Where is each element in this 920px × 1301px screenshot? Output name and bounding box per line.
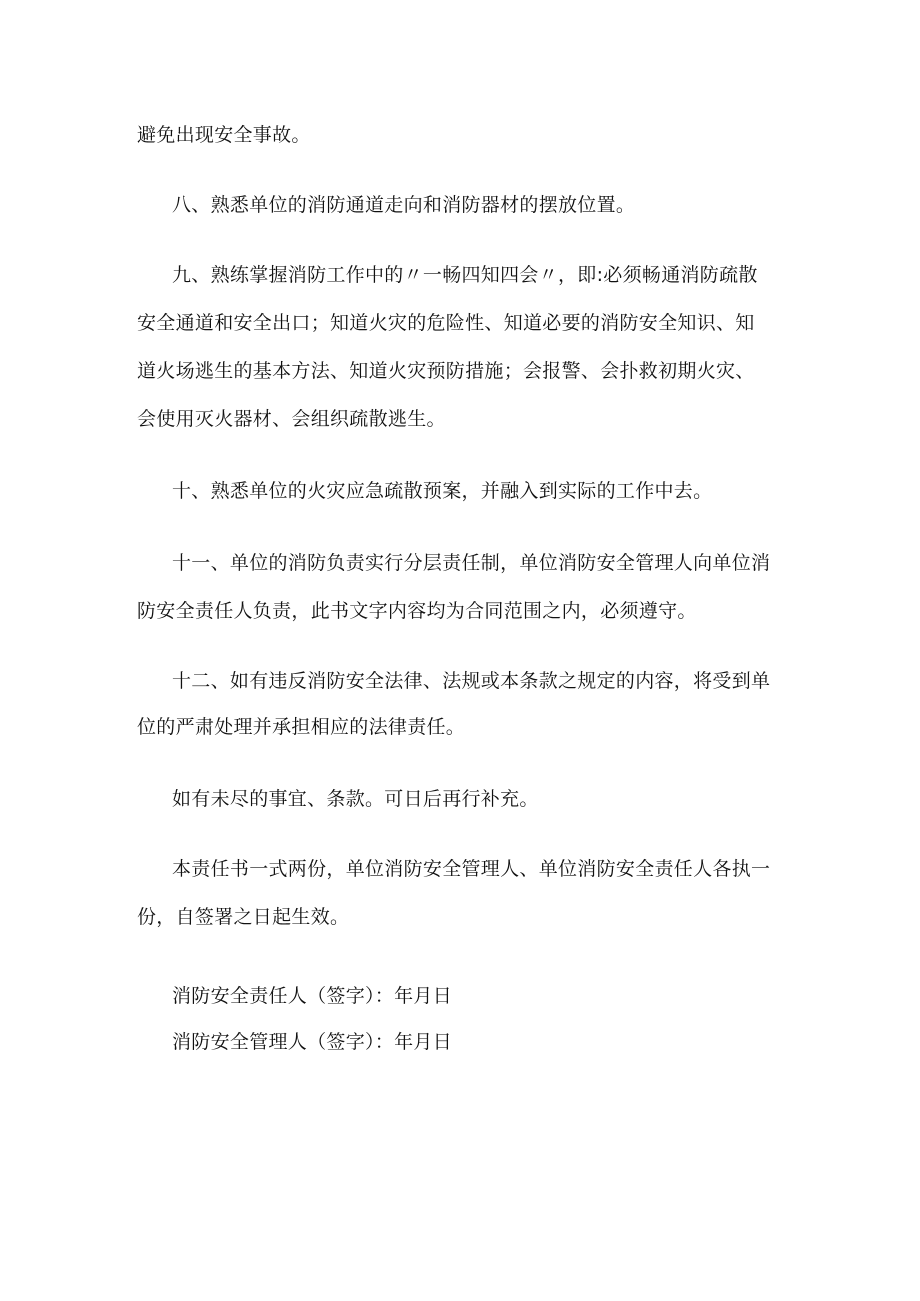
copies-clause-line-2: 份，自签署之日起生效。: [137, 906, 350, 928]
clause-9-line-1: 九、熟练掌握消防工作中的〃一畅四知四会〃，即:必须畅通消防疏散: [172, 264, 758, 286]
clause-11-line-1: 十一、单位的消防负责实行分层责任制，单位消防安全管理人向单位消: [172, 552, 771, 574]
clause-12-line-1: 十二、如有违反消防安全法律、法规或本条款之规定的内容，将受到单: [172, 670, 771, 692]
clause-12-line-2: 位的严肃处理并承担相应的法律责任。: [137, 716, 466, 738]
signature-line-manager: 消防安全管理人（签字）：年月日: [172, 1031, 453, 1053]
clause-11-line-2: 防安全责任人负责，此书文字内容均为合同范围之内，必须遵守。: [137, 600, 697, 622]
clause-8: 八、熟悉单位的消防通道走向和消防器材的摆放位置。: [172, 194, 636, 216]
clause-9-line-4: 会使用灭火器材、会组织疏散逃生。: [137, 408, 446, 430]
clause-10: 十、熟悉单位的火灾应急疏散预案，并融入到实际的工作中去。: [172, 480, 713, 502]
continuation-line: 避免出现安全事故。: [137, 124, 311, 146]
signature-line-responsible-person: 消防安全责任人（签字）：年月日: [172, 985, 453, 1007]
clause-9-line-2: 安全通道和安全出口；知道火灾的危险性、知道必要的消防安全知识、知: [137, 312, 755, 334]
supplement-clause: 如有未尽的事宜、条款。可日后再行补充。: [172, 788, 539, 810]
clause-9-line-3: 道火场逃生的基本方法、知道火灾预防措施；会报警、会扑救初期火灾、: [137, 360, 755, 382]
copies-clause-line-1: 本责任书一式两份，单位消防安全管理人、单位消防安全责任人各执一: [172, 858, 771, 880]
